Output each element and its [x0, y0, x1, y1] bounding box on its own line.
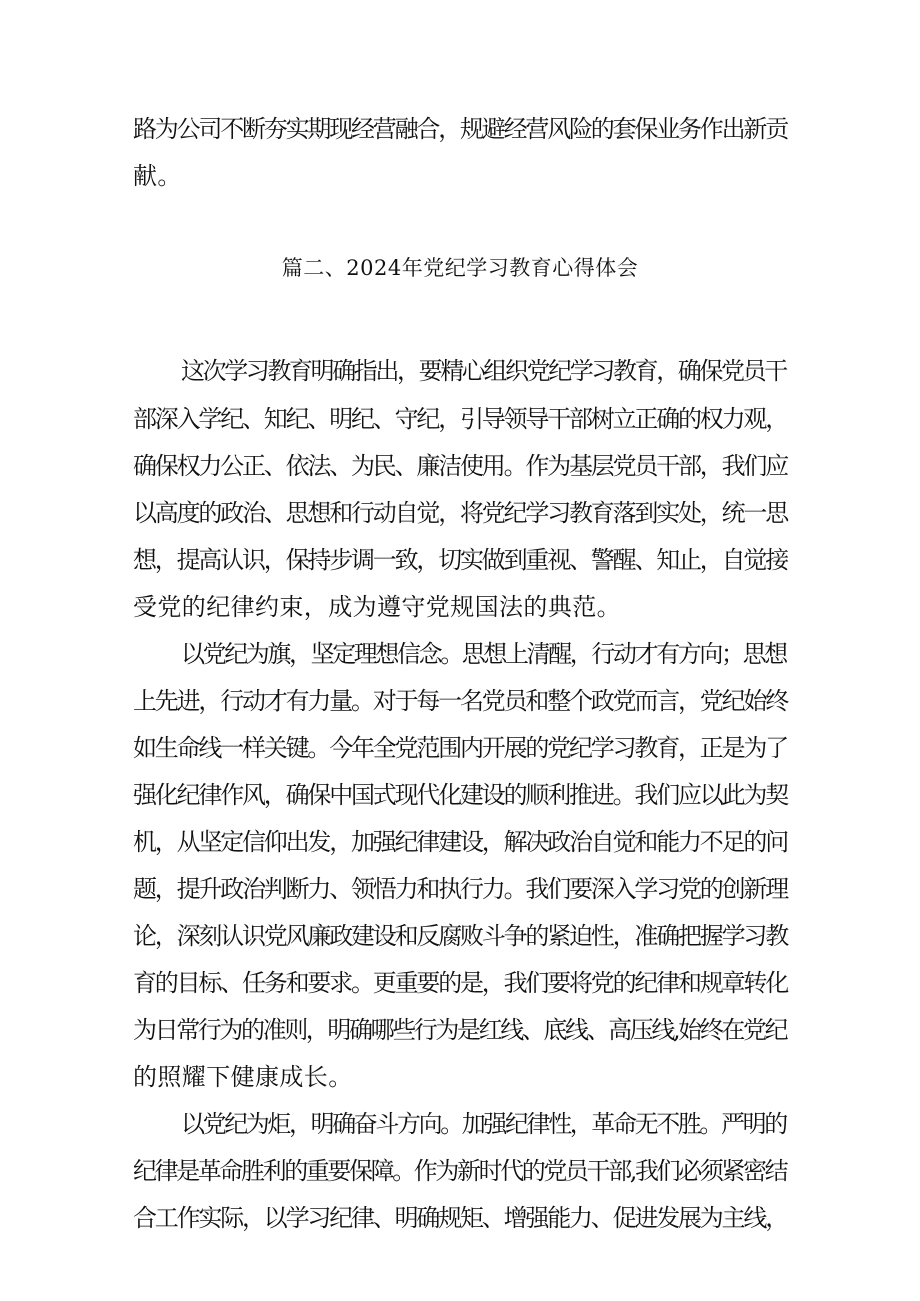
paragraph-2-line-3: 如生命线一样关键。今年全党范围内开展的党纪学习教育，正是为了: [133, 734, 787, 762]
section-title: 篇二、2024年党纪学习教育心得体会: [281, 256, 639, 280]
paragraph-1-line-1: 这次学习教育明确指出，要精心组织党纪学习教育，确保党员干: [181, 357, 786, 385]
continuation-line-1: 路为公司不断夯实期现经营融合，规避经营风险的套保业务作出新贡: [133, 115, 787, 143]
paragraph-2-line-8: 育的目标、任务和要求。更重要的是，我们要将党的纪律和规章转化: [133, 969, 787, 997]
paragraph-2-line-1: 以党纪为旗，坚定理想信念。思想上清醒，行动才有方向；思想: [181, 640, 786, 668]
paragraph-2-line-4: 强化纪律作风，确保中国式现代化建设的顺利推进。我们应以此为契: [133, 781, 787, 809]
paragraph-1-line-6: 受党的纪律约束，成为遵守党规国法的典范。: [133, 593, 621, 621]
paragraph-1-line-3: 确保权力公正、依法、为民、廉洁使用。作为基层党员干部，我们应: [133, 452, 787, 480]
paragraph-2-line-5: 机，从坚定信仰出发，加强纪律建设，解决政治自觉和能力不足的问: [133, 828, 787, 856]
paragraph-2-line-7: 论，深刻认识党风廉政建设和反腐败斗争的紧迫性，准确把握学习教: [133, 922, 787, 950]
paragraph-1-line-5: 想，提高认识，保持步调一致，切实做到重视、警醒、知止，自觉接: [133, 546, 787, 574]
paragraph-1-line-4: 以高度的政治、思想和行动自觉，将党纪学习教育落到实处，统一思: [133, 499, 787, 527]
continuation-line-2: 献。: [133, 162, 182, 190]
paragraph-2-line-9: 为日常行为的准则，明确哪些行为是红线、底线、高压线,始终在党纪: [133, 1016, 787, 1044]
paragraph-3-line-3: 合工作实际，以学习纪律、明确规矩、增强能力、促进发展为主线，: [133, 1204, 787, 1232]
paragraph-2-line-2: 上先进，行动才有力量。对于每一名党员和整个政党而言，党纪始终: [133, 687, 787, 715]
paragraph-1-line-2: 部深入学纪、知纪、明纪、守纪，引导领导干部树立正确的权力观，: [133, 405, 787, 433]
paragraph-2-line-6: 题，提升政治判断力、领悟力和执行力。我们要深入学习党的创新理: [133, 875, 787, 903]
paragraph-2-line-10: 的照耀下健康成长。: [133, 1063, 353, 1091]
paragraph-3-line-2: 纪律是革命胜利的重要保障。作为新时代的党员干部,我们必须紧密结: [133, 1157, 787, 1185]
paragraph-3-line-1: 以党纪为炬，明确奋斗方向。加强纪律性，革命无不胜。严明的: [181, 1110, 786, 1138]
